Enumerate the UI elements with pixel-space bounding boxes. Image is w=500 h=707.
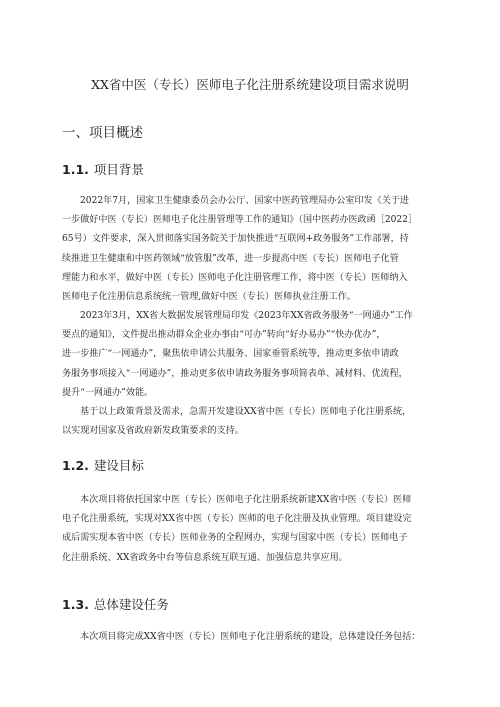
subsection-number: 1.3. [62, 597, 89, 612]
text-line: 2023年3月，XX省大数据发展管理局印发《2023年XX省政务服务“一网通办”工作 [80, 311, 413, 321]
paragraph-background-1 [62, 192, 438, 307]
text-line: 本次项目将依托国家中医（专长）医师电子化注册系统新建XX省中医（专长）医师 [80, 495, 412, 505]
subsection-heading-background [62, 161, 144, 179]
section-heading-overview: 一、项目概述 [62, 125, 143, 141]
subsection-heading-tasks [62, 596, 169, 614]
text-line: 务服务事项接入“一网通办”，推动更多依申请政务服务事项简表单、减材料、优流程， [62, 368, 408, 379]
paragraph-background-3 [62, 403, 438, 441]
text-line: 医师电子化注册信息系统统一管理,做好中医（专长）医师执业注册工作。 [62, 292, 356, 303]
text-line: 要点的通知》，文件提出推动群众企业办事由“可办”转向“好办易办”“快办优办”， [62, 330, 386, 341]
subsection-number: 1.2. [62, 458, 89, 473]
text-line: 成后需实现本省中医（专长）医师业务的全程网办，实现与国家中医（专长）医师电子 [62, 533, 408, 544]
subsection-title: 建设目标 [93, 458, 144, 473]
text-line: 化注册系统、XX省政务中台等信息系统互联互通、加强信息共享应用。 [62, 552, 348, 563]
text-line: 一步做好中医（专长）医师电子化注册管理等工作的通知》（国中医药办医政函［2022］ [62, 215, 418, 226]
text-line: 进一步推广“一网通办”，聚焦依申请公共服务、国家垂管系统等，推动更多依申请政 [62, 349, 399, 360]
text-line: 理能力和水平，做好中医（专长）医师电子化注册管理工作，将中医（专长）医师纳入 [62, 272, 408, 283]
subsection-title: 总体建设任务 [93, 597, 169, 612]
document-title: XX省中医（专长）医师电子化注册系统建设项目需求说明 [91, 77, 409, 92]
subsection-heading-goals [62, 457, 144, 475]
paragraph-background-2 [62, 307, 438, 403]
text-line: 基于以上政策背景及需求，急需开发建设XX省中医（专长）医师电子化注册系统， [80, 407, 412, 417]
subsection-number: 1.1. [62, 162, 89, 177]
text-line: 提升“一网通办”效能。 [62, 387, 154, 398]
paragraph-goals [62, 491, 438, 568]
text-line: 以实现对国家及省政府新发政策要求的支持。 [62, 426, 244, 437]
text-line: 2022年7月，国家卫生健康委员会办公厅、国家中医药管理局办公室印发《关于进 [80, 196, 410, 206]
text-line: 续推进卫生健康和中医药领域“放管服”改革，进一步提高中医（专长）医师电子化管 [62, 253, 399, 264]
text-line: 电子化注册系统，实现对XX省中医（专长）医师的电子化注册及执业管理。项目建设完 [62, 514, 412, 525]
subsection-title: 项目背景 [93, 162, 144, 177]
text-line: 本次项目将完成XX省中医（专长）医师电子化注册系统的建设，总体建设任务包括： [80, 632, 421, 642]
paragraph-tasks [62, 628, 438, 647]
text-line: 65号）文件要求，深入贯彻落实国务院关于加快推进“互联网+政务服务”工作部署，持 [62, 234, 409, 245]
